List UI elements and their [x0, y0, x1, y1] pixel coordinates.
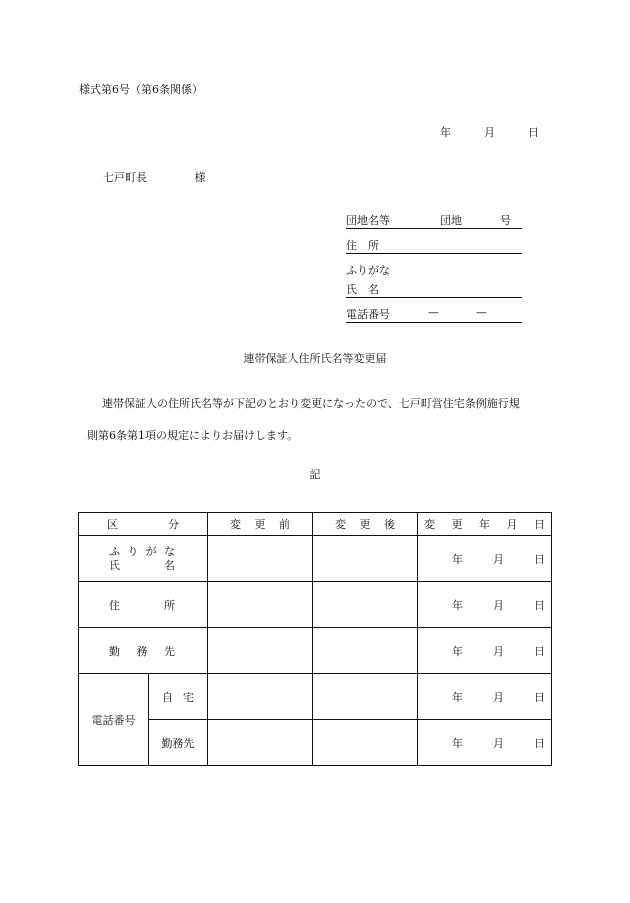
table-header-row [79, 513, 552, 536]
date-month: 月 [484, 126, 495, 139]
table-row-phone-work [79, 720, 552, 766]
phone-work-date-cell[interactable]: 年 月 日 [418, 720, 552, 766]
phone-dash-1: — [428, 306, 439, 319]
row-label-phone-work: 勤務先 [149, 720, 208, 766]
address-field[interactable] [346, 237, 522, 254]
danchi-label: 団地名等 [346, 214, 390, 227]
name-after-cell[interactable] [313, 536, 418, 582]
workplace-date-cell[interactable]: 年 月 日 [418, 628, 552, 674]
phone-label: 電話番号 [346, 308, 390, 321]
address-label: 住 所 [346, 239, 379, 252]
address-after-cell[interactable] [313, 582, 418, 628]
danchi-suffix: 団地 [440, 214, 462, 227]
header-before: 変 更 前 [208, 513, 313, 536]
header-date: 変 更 年 月 日 [418, 513, 552, 536]
address-before-cell[interactable] [208, 582, 313, 628]
phone-work-before-cell[interactable] [208, 720, 313, 766]
row-label-address: 住 所 [79, 582, 208, 628]
row-label-phone-home: 自 宅 [149, 674, 208, 720]
ki-heading: 記 [309, 468, 321, 481]
body-text [87, 388, 557, 452]
addressee-name: 七戸町長 [103, 171, 147, 184]
phone-home-before-cell[interactable] [208, 674, 313, 720]
number-suffix: 号 [500, 214, 511, 227]
header-category: 区 分 [79, 513, 208, 536]
phone-field[interactable] [346, 306, 522, 323]
name-date-cell[interactable]: 年 月 日 [418, 536, 552, 582]
table-row-workplace [79, 628, 552, 674]
document-title: 連帯保証人住所氏名等変更届 [243, 352, 387, 365]
furigana-label: ふりがな [346, 264, 390, 277]
addressee-honorific: 様 [194, 171, 206, 184]
table-row-address [79, 582, 552, 628]
body-line-2: 則第6条第1項の規定によりお届けします。 [87, 429, 299, 442]
phone-dash-2: — [476, 306, 487, 319]
header-after: 変 更 後 [313, 513, 418, 536]
row-label-phone: 電話番号 [79, 674, 149, 766]
change-table [78, 512, 552, 766]
table-row-phone-home [79, 674, 552, 720]
row-label-name: ふ り が な 氏 名 [79, 536, 208, 582]
table-row-name [79, 536, 552, 582]
phone-home-date-cell[interactable]: 年 月 日 [418, 674, 552, 720]
name-label: 氏 名 [346, 283, 379, 296]
workplace-before-cell[interactable] [208, 628, 313, 674]
date-day: 日 [528, 126, 539, 139]
addressee [103, 169, 206, 185]
name-before-cell[interactable] [208, 536, 313, 582]
workplace-after-cell[interactable] [313, 628, 418, 674]
submission-date [440, 124, 539, 140]
address-date-cell[interactable]: 年 月 日 [418, 582, 552, 628]
form-number: 様式第6号（第6条関係） [79, 83, 203, 96]
name-field[interactable] [346, 281, 522, 298]
body-line-1: 連帯保証人の住所氏名等が下記のとおり変更になったので、七戸町営住宅条例施行規 [102, 397, 520, 410]
phone-home-after-cell[interactable] [313, 674, 418, 720]
phone-work-after-cell[interactable] [313, 720, 418, 766]
danchi-field[interactable] [346, 212, 522, 229]
row-label-workplace: 勤 務 先 [79, 628, 208, 674]
date-year: 年 [440, 126, 451, 139]
